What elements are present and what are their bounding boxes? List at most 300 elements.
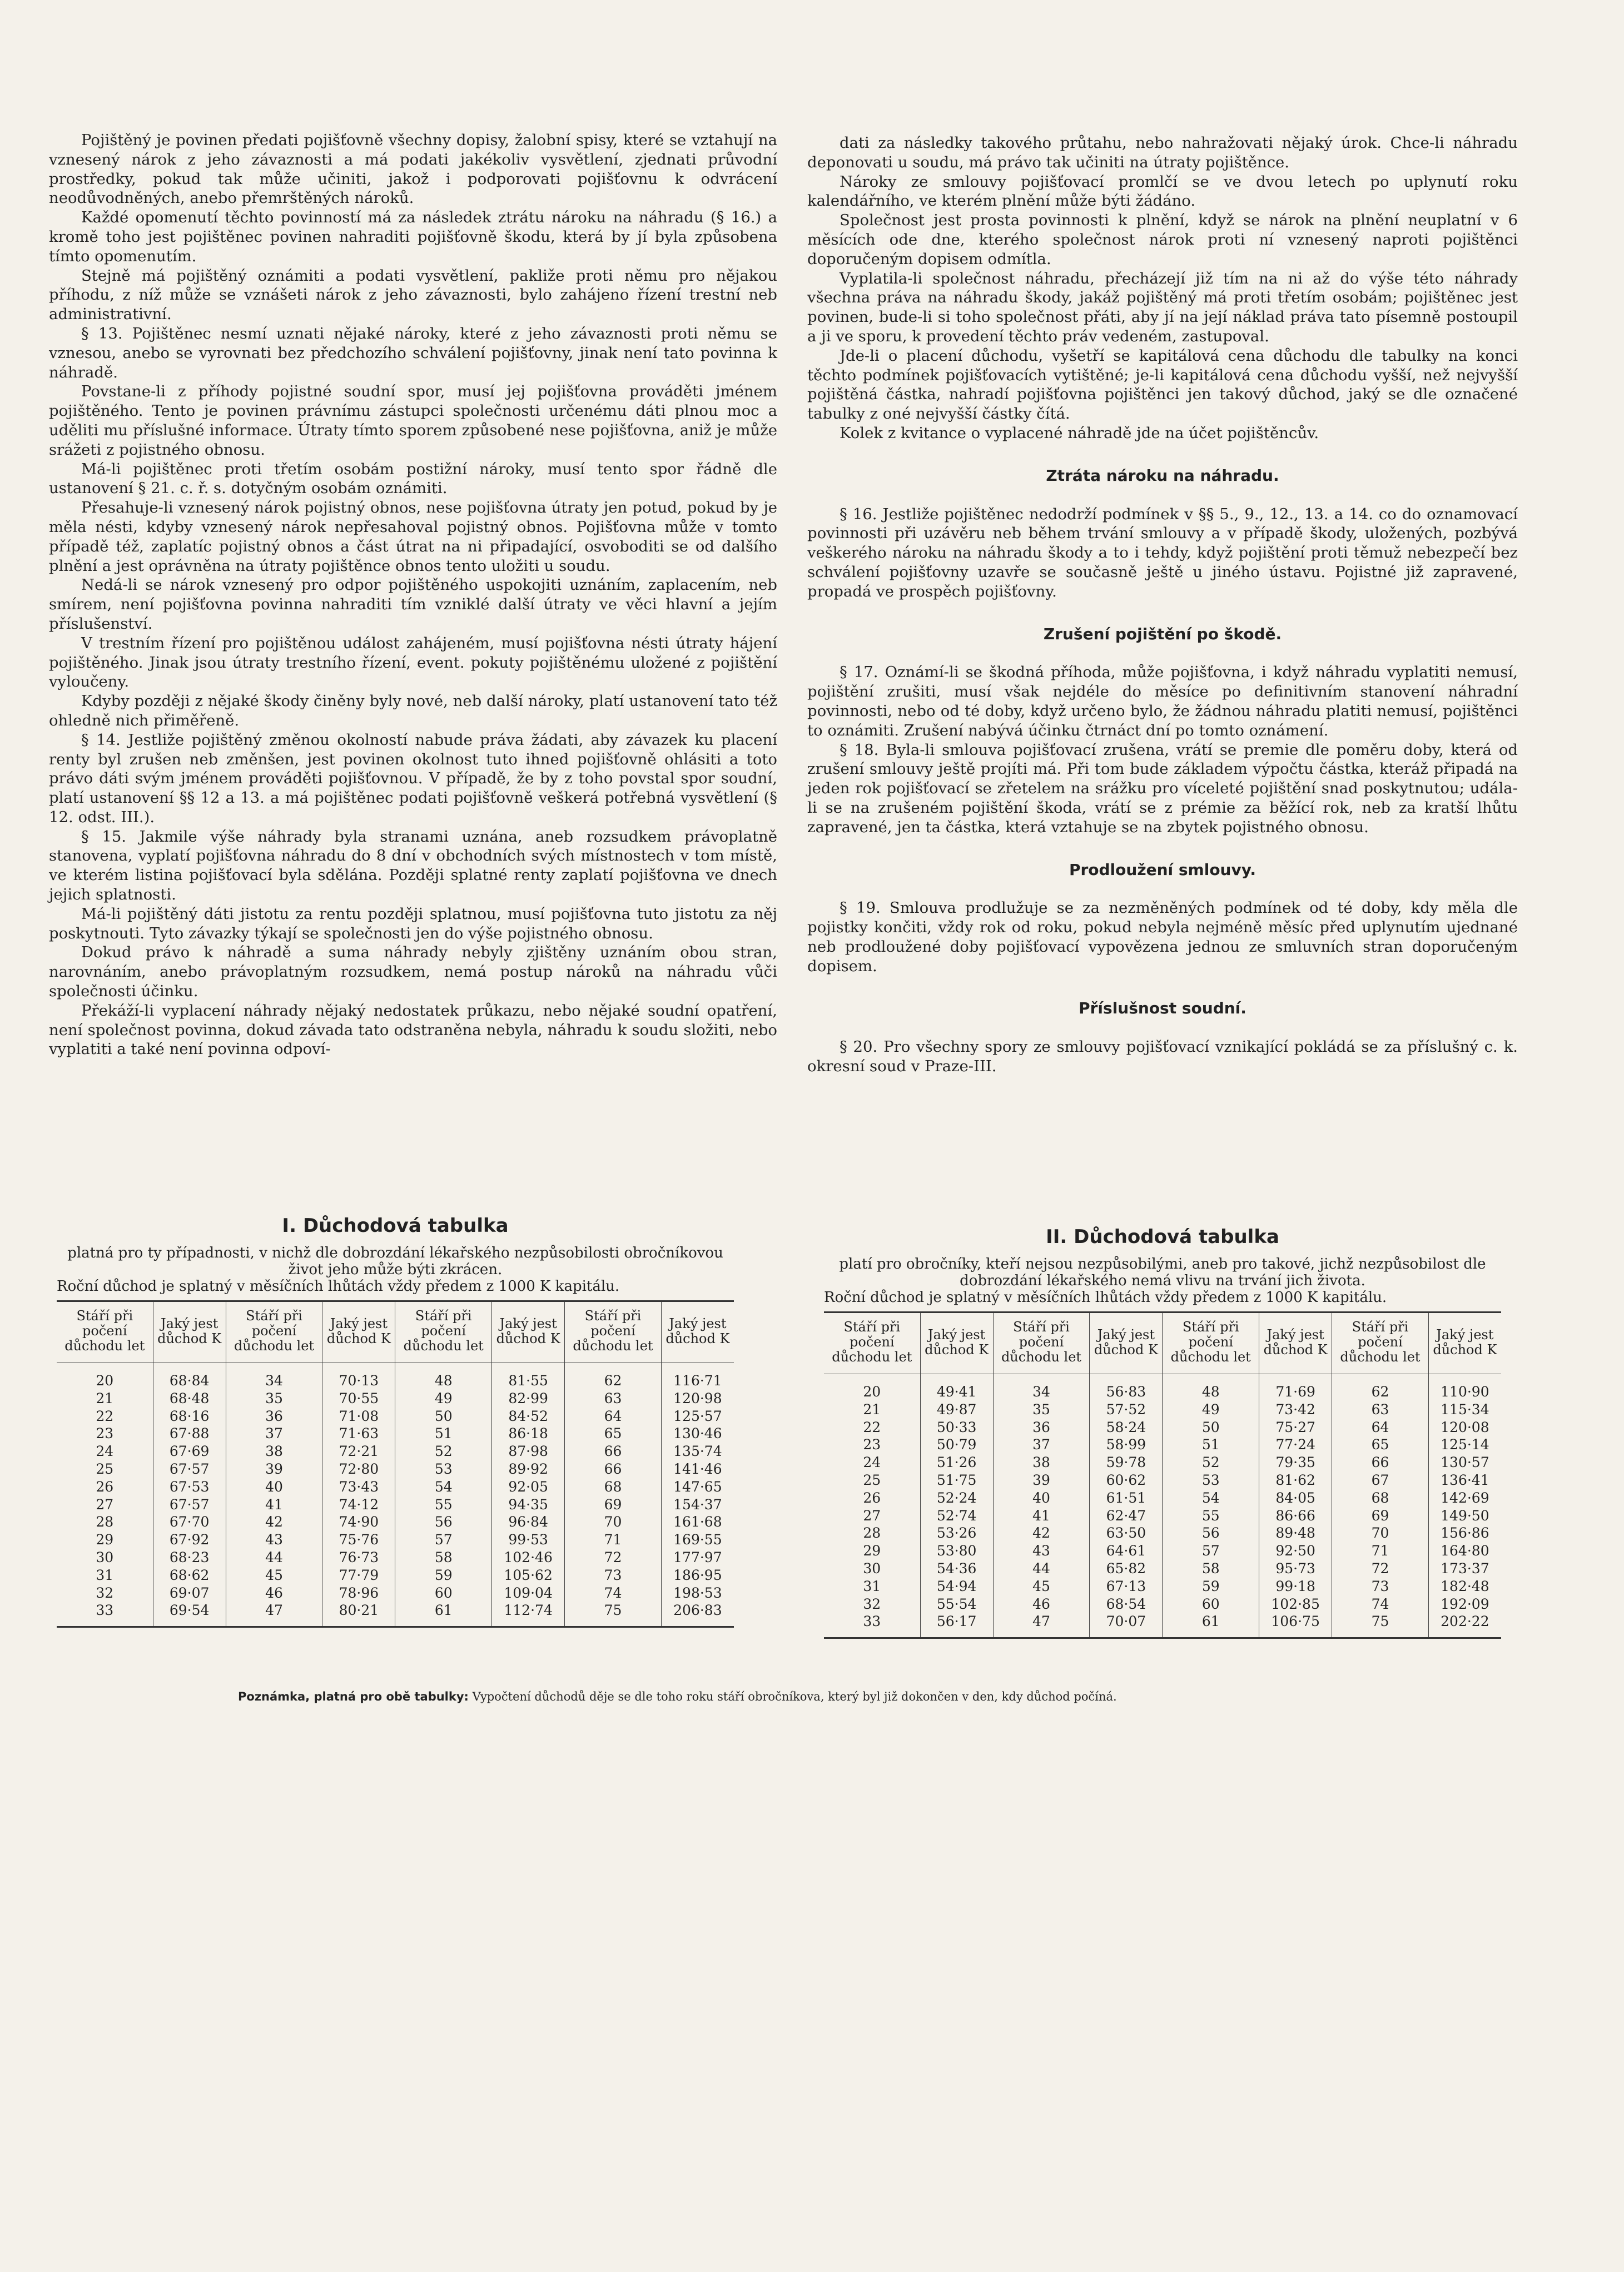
section-heading: Zrušení pojištění po škodě. xyxy=(1043,624,1282,643)
age-cell: 51 xyxy=(395,1425,492,1443)
annuity-cell: 120·08 xyxy=(1428,1419,1501,1436)
age-cell: 29 xyxy=(863,1543,881,1559)
annuity-cell: 68·48 xyxy=(153,1390,226,1408)
annuity-cell: 74·12 xyxy=(322,1496,395,1514)
annuity-cell: 112·74 xyxy=(492,1602,565,1627)
left-paragraph: Povstane-li z příhody pojistné soudní spor, musí jej pojišťovna prováděti jménem pojištěného. Tento je povinen právnímu zástupci společnosti určenému dáti plnou moc a uděliti mu příslušné informace. Útraty tímto sporem způsobené nese pojišťovna, aniž je může srážeti z pojistného obnosu. xyxy=(49,382,777,459)
age-cell: 61 xyxy=(1163,1613,1259,1638)
table-row xyxy=(824,1401,1501,1419)
annuity-cell: 99·53 xyxy=(492,1531,565,1549)
annuity-cell: 52·74 xyxy=(920,1507,993,1525)
annuity-cell: 141·46 xyxy=(661,1460,734,1478)
age-cell: 64 xyxy=(565,1408,662,1425)
annuity-cell: 169·55 xyxy=(661,1531,734,1549)
annuity-cell: 81·62 xyxy=(1259,1471,1332,1489)
annuity-cell: 50·79 xyxy=(920,1436,993,1454)
age-cell: 21 xyxy=(863,1401,881,1418)
annuity-column-header: Jaký jest důchod K xyxy=(920,1313,993,1374)
left-paragraph: Má-li pojištěnec proti třetím osobám postižní nároky, musí tento spor řádně dle ustanovení § 21. c. ř. s. dotyčným osobám oznámiti. xyxy=(49,460,777,498)
age-cell: 74 xyxy=(1332,1595,1429,1613)
age-cell: 22 xyxy=(96,1408,114,1424)
age-cell: 61 xyxy=(395,1602,492,1627)
annuity-cell: 50·33 xyxy=(920,1419,993,1436)
annuity-cell: 71·69 xyxy=(1259,1374,1332,1401)
age-cell: 31 xyxy=(96,1567,114,1583)
annuity-table-1 xyxy=(57,1215,734,1628)
left-paragraph: Dokud právo k náhradě a suma náhrady nebyly zjištěny uznáním obou stran, narovnáním, anebo právoplatným rozsudkem, nemá postup nároků na náhradu vůči společnosti účinku. xyxy=(49,943,777,1001)
annuity-cell: 58·99 xyxy=(1090,1436,1163,1454)
age-cell: 23 xyxy=(96,1425,114,1442)
age-cell: 54 xyxy=(1163,1489,1259,1507)
annuity-cell: 68·16 xyxy=(153,1408,226,1425)
annuity-cell: 49·41 xyxy=(920,1374,993,1401)
age-cell: 24 xyxy=(863,1454,881,1471)
right-text-column xyxy=(807,133,1518,1076)
age-cell: 47 xyxy=(993,1613,1090,1638)
age-cell: 38 xyxy=(993,1454,1090,1471)
annuity-cell: 87·98 xyxy=(492,1443,565,1460)
annuity-cell: 96·84 xyxy=(492,1513,565,1531)
table-header-row xyxy=(57,1301,734,1363)
annuity-cell: 81·55 xyxy=(492,1363,565,1390)
annuity-cell: 70·07 xyxy=(1090,1613,1163,1638)
age-cell: 54 xyxy=(395,1478,492,1496)
table-1-title: I. Důchodová tabulka xyxy=(282,1215,509,1237)
annuity-cell: 147·65 xyxy=(661,1478,734,1496)
annuity-column-header: Jaký jest důchod K xyxy=(153,1301,226,1363)
annuity-cell: 130·46 xyxy=(661,1425,734,1443)
annuity-cell: 51·26 xyxy=(920,1454,993,1471)
right-paragraph: § 16. Jestliže pojištěnec nedodrží podmínek v §§ 5., 9., 12., 13. a 14. co do oznamovací povinnosti při uzávěru neb během trvání smlouvy a v případě škody, uložených, pozbývá veškerého nároku na náhradu škody a to i tehdy, když pojištění proti těmuž nebezpečí bez schválení pojišťovny uzavře se současně ještě u jiného ústavu. Pojistné již zapravené, propadá ve prospěch pojišťovny. xyxy=(807,505,1518,600)
annuity-cell: 106·75 xyxy=(1259,1613,1332,1638)
annuity-cell: 54·94 xyxy=(920,1578,993,1595)
annuity-cell: 67·88 xyxy=(153,1425,226,1443)
annuity-cell: 125·57 xyxy=(661,1408,734,1425)
table-2-title: II. Důchodová tabulka xyxy=(1046,1226,1279,1248)
table-row xyxy=(57,1584,734,1602)
age-cell: 56 xyxy=(1163,1524,1259,1542)
age-cell: 22 xyxy=(863,1419,881,1435)
table-2-payment-note: Roční důchod je splatný v měsíčních lhůtách vždy předem z 1000 K kapitálu. xyxy=(824,1289,1387,1306)
right-paragraph: dati za následky takového průtahu, nebo nahražovati nějaký úrok. Chce-li náhradu deponovati u soudu, má právo tak učiniti na útraty pojištěnce. xyxy=(807,134,1518,171)
annuity-cell: 49·87 xyxy=(920,1401,993,1419)
table-header-row xyxy=(824,1313,1501,1374)
section-heading: Prodloužení smlouvy. xyxy=(1069,860,1257,879)
age-cell: 42 xyxy=(993,1524,1090,1542)
age-cell: 48 xyxy=(1163,1374,1259,1401)
section-heading: Příslušnost soudní. xyxy=(1079,999,1246,1018)
table-row xyxy=(824,1560,1501,1578)
age-cell: 59 xyxy=(395,1567,492,1584)
annuity-column-header: Jaký jest důchod K xyxy=(1259,1313,1332,1374)
annuity-cell: 86·66 xyxy=(1259,1507,1332,1525)
table-row xyxy=(57,1496,734,1514)
annuity-cell: 69·07 xyxy=(153,1584,226,1602)
table-row xyxy=(824,1542,1501,1560)
annuity-cell: 110·90 xyxy=(1428,1374,1501,1401)
annuity-cell: 102·46 xyxy=(492,1549,565,1567)
annuity-cell: 142·69 xyxy=(1428,1489,1501,1507)
annuity-cell: 68·62 xyxy=(153,1567,226,1584)
annuity-column-header: Jaký jest důchod K xyxy=(322,1301,395,1363)
age-cell: 72 xyxy=(1332,1560,1429,1578)
left-paragraph: V trestním řízení pro pojištěnou událost zahájeném, musí pojišťovna nésti útraty hájení pojištěného. Jinak jsou útraty trestního řízení, event. pokuty pojištěnému uložené z pojištění vyloučeny. xyxy=(49,634,777,691)
age-cell: 26 xyxy=(96,1478,114,1495)
annuity-column-header: Jaký jest důchod K xyxy=(1090,1313,1163,1374)
annuity-cell: 186·95 xyxy=(661,1567,734,1584)
left-paragraph: § 15. Jakmile výše náhrady byla stranami uznána, aneb rozsudkem právoplatně stanovena, vyplatí pojišťovna náhradu do 8 dní v obchodních svých místnostech v tom místě, ve kterém listina pojišťovací byla sdělána. Později splatné renty zaplatí pojišťovna ve dnech jejich splatnosti. xyxy=(49,827,777,904)
age-cell: 66 xyxy=(565,1443,662,1460)
age-cell: 65 xyxy=(1332,1436,1429,1454)
annuity-cell: 89·48 xyxy=(1259,1524,1332,1542)
age-cell: 71 xyxy=(1332,1542,1429,1560)
table-row xyxy=(57,1567,734,1584)
annuity-cell: 67·13 xyxy=(1090,1578,1163,1595)
annuity-column-header: Jaký jest důchod K xyxy=(1428,1313,1501,1374)
right-paragraph: § 17. Oznámí-li se škodná příhoda, může pojišťovna, i když náhradu vyplatiti nemusí, pojištění zrušiti, musí však nejdéle do měsíce po definitivním stanovení náhradní povinnosti, nebo od té doby, když určeno bylo, že žádnou náhradu platiti nemusí, pojištěnci to oznámiti. Zrušení nabývá účinku čtrnáct dní po tomto oznámení. xyxy=(807,663,1518,739)
right-paragraph: Kolek z kvitance o vyplacené náhradě jde na účet pojištěncův. xyxy=(840,424,1319,442)
age-cell: 30 xyxy=(863,1560,881,1577)
left-paragraph: Každé opomenutí těchto povinností má za následek ztrátu nároku na náhradu (§ 16.) a kromě toho jest pojištěnec povinen nahraditi pojišťovně škodu, která by jí byla způsobena tímto opomenutím. xyxy=(49,208,777,265)
age-cell: 67 xyxy=(1332,1471,1429,1489)
table-row xyxy=(57,1460,734,1478)
right-paragraph: Jde-li o placení důchodu, vyšetří se kapitálová cena důchodu dle tabulky na konci těchto podmínek pojišťovacích vytištěné; je-li kapitálová cena důchodu vyšší, než nejvyšší pojištěná částka, nahradí pojišťovna pojištěnci jen takový důchod, jaký se dle označené tabulky z oné nejvyšší částky čítá. xyxy=(807,346,1518,423)
age-cell: 42 xyxy=(226,1513,322,1531)
annuity-cell: 67·69 xyxy=(153,1443,226,1460)
left-paragraph: Pojištěný je povinen předati pojišťovně všechny dopisy, žalobní spisy, které se vztahují na vznesený nárok z jeho závaznosti a má podati jakékoliv vysvětlení, zjednati průvodní prostředky, pokud tak může učiniti, jakož i podporovati pojišťovnu k odvrácení neodůvodněných, anebo přemrštěných nároků. xyxy=(49,131,777,207)
age-cell: 69 xyxy=(565,1496,662,1514)
annuity-cell: 67·92 xyxy=(153,1531,226,1549)
age-cell: 28 xyxy=(96,1514,114,1530)
annuity-cell: 72·21 xyxy=(322,1443,395,1460)
annuity-cell: 116·71 xyxy=(661,1363,734,1390)
age-cell: 45 xyxy=(993,1578,1090,1595)
age-cell: 39 xyxy=(226,1460,322,1478)
age-column-header: Stáří při počení důchodu let xyxy=(993,1313,1090,1374)
age-cell: 68 xyxy=(1332,1489,1429,1507)
tables-footnote xyxy=(238,1690,1117,1703)
annuity-column-header: Jaký jest důchod K xyxy=(661,1301,734,1363)
annuity-cell: 65·82 xyxy=(1090,1560,1163,1578)
age-cell: 75 xyxy=(565,1602,662,1627)
age-column-header: Stáří při počení důchodu let xyxy=(565,1301,662,1363)
age-cell: 59 xyxy=(1163,1578,1259,1595)
age-cell: 20 xyxy=(96,1373,114,1389)
annuity-cell: 92·05 xyxy=(492,1478,565,1496)
age-cell: 26 xyxy=(863,1489,881,1506)
age-cell: 58 xyxy=(395,1549,492,1567)
age-cell: 74 xyxy=(565,1584,662,1602)
annuity-cell: 206·83 xyxy=(661,1602,734,1627)
left-paragraph: Má-li pojištěný dáti jistotu za rentu později splatnou, musí pojišťovna tuto jistotu za něj poskytnouti. Tyto závazky týkají se společnosti jen do výše pojistného obnosu. xyxy=(49,904,777,942)
annuity-cell: 125·14 xyxy=(1428,1436,1501,1454)
age-cell: 43 xyxy=(226,1531,322,1549)
age-cell: 60 xyxy=(1163,1595,1259,1613)
table-row xyxy=(57,1443,734,1460)
table-row xyxy=(824,1613,1501,1638)
table-row xyxy=(824,1436,1501,1454)
age-cell: 49 xyxy=(395,1390,492,1408)
annuity-cell: 68·54 xyxy=(1090,1595,1163,1613)
table-row xyxy=(824,1489,1501,1507)
age-cell: 70 xyxy=(565,1513,662,1531)
right-paragraph: § 19. Smlouva prodlužuje se za nezměněných podmínek od té doby, kdy měla dle pojistky končiti, vždy rok od roku, pokud nebyla nejméně měsíc před uplynutím ujednané neb prodloužené doby pojišťovací vypovězena jednou ze smluvních stran doporučeným dopisem. xyxy=(807,899,1518,975)
annuity-cell: 73·42 xyxy=(1259,1401,1332,1419)
left-paragraph: Stejně má pojištěný oznámiti a podati vysvětlení, pakliže proti němu pro nějakou příhodu, z níž může se vznášeti nárok z jeho závaznosti, bylo zahájeno řízení trestní neb administrativní. xyxy=(49,266,777,324)
annuity-cell: 80·21 xyxy=(322,1602,395,1627)
annuity-cell: 63·50 xyxy=(1090,1524,1163,1542)
table-2-grid xyxy=(824,1311,1501,1639)
age-cell: 24 xyxy=(96,1443,114,1460)
annuity-cell: 82·99 xyxy=(492,1390,565,1408)
age-cell: 28 xyxy=(863,1525,881,1542)
age-cell: 34 xyxy=(226,1363,322,1390)
right-paragraph: § 18. Byla-li smlouva pojišťovací zrušena, vrátí se premie dle poměru doby, která od zrušení smlouvy ještě projíti má. Při tom bude základem výpočtu částka, kteráž připadá na jeden rok pojišťovací se zřetelem na srážku pro víceleté pojištění snad poskytnutou; udála-li se na zrušeném pojištění škoda, vrátí se z prémie za běžící rok, neb za kratší lhůtu zapravené, jen ta částka, která vztahuje se na zbytek pojistného obnosu. xyxy=(807,740,1518,836)
table-row xyxy=(824,1419,1501,1436)
left-paragraph: Překáží-li vyplacení náhrady nějaký nedostatek průkazu, nebo nějaké soudní opatření, není společnost povinna, dokud závada tato odstraněna nebyla, náhradu k soudu složiti, nebo vyplatiti a také není povinna odpoví- xyxy=(49,1001,777,1058)
annuity-cell: 67·57 xyxy=(153,1496,226,1514)
annuity-cell: 62·47 xyxy=(1090,1507,1163,1525)
age-column-header: Stáří při počení důchodu let xyxy=(57,1301,153,1363)
annuity-column-header: Jaký jest důchod K xyxy=(492,1301,565,1363)
age-cell: 65 xyxy=(565,1425,662,1443)
age-cell: 62 xyxy=(1332,1374,1429,1401)
age-cell: 32 xyxy=(96,1584,114,1601)
age-cell: 53 xyxy=(1163,1471,1259,1489)
table-row xyxy=(57,1408,734,1425)
table-row xyxy=(57,1390,734,1408)
annuity-cell: 192·09 xyxy=(1428,1595,1501,1613)
annuity-cell: 61·51 xyxy=(1090,1489,1163,1507)
annuity-cell: 59·78 xyxy=(1090,1454,1163,1471)
age-cell: 45 xyxy=(226,1567,322,1584)
table-1-intro: platná pro ty případnosti, v nichž dle dobrozdání lékařského nezpůsobilosti obročníkovou život jeho může býti zkrácen. xyxy=(67,1245,723,1278)
age-cell: 33 xyxy=(863,1613,881,1630)
annuity-cell: 58·24 xyxy=(1090,1419,1163,1436)
table-row xyxy=(57,1549,734,1567)
age-cell: 50 xyxy=(1163,1419,1259,1436)
annuity-cell: 71·08 xyxy=(322,1408,395,1425)
table-row xyxy=(57,1363,734,1390)
age-cell: 50 xyxy=(395,1408,492,1425)
age-cell: 58 xyxy=(1163,1560,1259,1578)
right-paragraph: Vyplatila-li společnost náhradu, přecházejí již tím na ni až do výše této náhrady všechna práva na náhradu škody, jakáž pojištěný má proti třetím osobám; pojištěnec jest povinen, bude-li si toho společnost přáti, aby jí na její náklad práva tato písemně postoupil a ji ve sporu, k provedení těchto práv vedeném, zastupoval. xyxy=(807,269,1518,345)
age-cell: 73 xyxy=(565,1567,662,1584)
annuity-cell: 53·26 xyxy=(920,1524,993,1542)
table-row xyxy=(824,1471,1501,1489)
annuity-cell: 71·63 xyxy=(322,1425,395,1443)
table-2-intro: platí pro obročníky, kteří nejsou nezpůsobilými, aneb pro takové, jichž nezpůsobilost dle dobrozdání lékařského nemá vlivu na trvání jich života. xyxy=(839,1256,1486,1289)
annuity-cell: 105·62 xyxy=(492,1567,565,1584)
age-cell: 52 xyxy=(1163,1454,1259,1471)
annuity-cell: 202·22 xyxy=(1428,1613,1501,1638)
annuity-cell: 79·35 xyxy=(1259,1454,1332,1471)
age-column-header: Stáří při počení důchodu let xyxy=(226,1301,322,1363)
annuity-cell: 84·05 xyxy=(1259,1489,1332,1507)
age-cell: 36 xyxy=(226,1408,322,1425)
table-row xyxy=(824,1454,1501,1471)
annuity-cell: 161·68 xyxy=(661,1513,734,1531)
annuity-cell: 109·04 xyxy=(492,1584,565,1602)
annuity-cell: 92·50 xyxy=(1259,1542,1332,1560)
age-cell: 72 xyxy=(565,1549,662,1567)
annuity-cell: 70·55 xyxy=(322,1390,395,1408)
age-cell: 64 xyxy=(1332,1419,1429,1436)
table-row xyxy=(824,1507,1501,1525)
annuity-cell: 75·27 xyxy=(1259,1419,1332,1436)
age-cell: 49 xyxy=(1163,1401,1259,1419)
annuity-table-2 xyxy=(824,1226,1501,1639)
table-1-grid xyxy=(57,1300,734,1628)
annuity-cell: 68·84 xyxy=(153,1363,226,1390)
annuity-cell: 67·70 xyxy=(153,1513,226,1531)
age-cell: 37 xyxy=(993,1436,1090,1454)
age-cell: 53 xyxy=(395,1460,492,1478)
annuity-cell: 69·54 xyxy=(153,1602,226,1627)
annuity-cell: 198·53 xyxy=(661,1584,734,1602)
age-cell: 36 xyxy=(993,1419,1090,1436)
age-cell: 66 xyxy=(1332,1454,1429,1471)
annuity-cell: 52·24 xyxy=(920,1489,993,1507)
age-cell: 21 xyxy=(96,1390,114,1406)
annuity-cell: 130·57 xyxy=(1428,1454,1501,1471)
left-paragraph: Nedá-li se nárok vznesený pro odpor pojištěného uspokojiti uznáním, zaplacením, neb smírem, není pojišťovna povinna nahraditi tím vzniklé další útraty ve věci hlavní a jejím příslušenství. xyxy=(49,576,777,633)
age-cell: 66 xyxy=(565,1460,662,1478)
annuity-cell: 51·75 xyxy=(920,1471,993,1489)
age-cell: 75 xyxy=(1332,1613,1429,1638)
age-cell: 41 xyxy=(226,1496,322,1514)
age-cell: 27 xyxy=(863,1507,881,1524)
table-row xyxy=(57,1531,734,1549)
annuity-cell: 55·54 xyxy=(920,1595,993,1613)
right-paragraph: Společnost jest prosta povinnosti k plnění, když se nárok na plnění neuplatní v 6 měsících ode dne, kterého společnost nárok proti ní vznesený naproti pojištěnci doporučeným dopisem odmítla. xyxy=(807,211,1518,268)
age-cell: 34 xyxy=(993,1374,1090,1401)
age-cell: 73 xyxy=(1332,1578,1429,1595)
age-cell: 71 xyxy=(565,1531,662,1549)
left-paragraph: Kdyby později z nějaké škody činěny byly nové, neb další nároky, platí ustanovení tato též ohledně nich přiměřeně. xyxy=(49,692,777,729)
age-cell: 39 xyxy=(993,1471,1090,1489)
age-cell: 27 xyxy=(96,1496,114,1513)
annuity-cell: 73·43 xyxy=(322,1478,395,1496)
age-cell: 62 xyxy=(565,1363,662,1390)
left-text-column xyxy=(49,131,777,1059)
age-column-header: Stáří při počení důchodu let xyxy=(1163,1313,1259,1374)
age-cell: 40 xyxy=(993,1489,1090,1507)
age-cell: 35 xyxy=(226,1390,322,1408)
age-cell: 51 xyxy=(1163,1436,1259,1454)
age-cell: 60 xyxy=(395,1584,492,1602)
age-cell: 56 xyxy=(395,1513,492,1531)
age-cell: 44 xyxy=(993,1560,1090,1578)
age-cell: 52 xyxy=(395,1443,492,1460)
age-cell: 29 xyxy=(96,1532,114,1548)
annuity-cell: 68·23 xyxy=(153,1549,226,1567)
age-cell: 23 xyxy=(863,1436,881,1453)
age-cell: 33 xyxy=(96,1602,114,1619)
age-cell: 37 xyxy=(226,1425,322,1443)
age-cell: 38 xyxy=(226,1443,322,1460)
annuity-cell: 102·85 xyxy=(1259,1595,1332,1613)
table-row xyxy=(824,1374,1501,1401)
annuity-cell: 67·57 xyxy=(153,1460,226,1478)
age-cell: 41 xyxy=(993,1507,1090,1525)
annuity-cell: 89·92 xyxy=(492,1460,565,1478)
table-row xyxy=(57,1425,734,1443)
table-row xyxy=(824,1578,1501,1595)
section-heading: Ztráta nároku na náhradu. xyxy=(1046,466,1279,485)
annuity-cell: 99·18 xyxy=(1259,1578,1332,1595)
annuity-cell: 177·97 xyxy=(661,1549,734,1567)
left-paragraph: § 13. Pojištěnec nesmí uznati nějaké nároky, které z jeho závaznosti proti němu se vznesou, anebo se vyrovnati bez předchozího schválení pojišťovny, jinak není tato povinna k náhradě. xyxy=(49,324,777,381)
annuity-cell: 64·61 xyxy=(1090,1542,1163,1560)
age-cell: 48 xyxy=(395,1363,492,1390)
age-column-header: Stáří při počení důchodu let xyxy=(824,1313,920,1374)
age-cell: 57 xyxy=(1163,1542,1259,1560)
right-paragraph: Nároky ze smlouvy pojišťovací promlčí se ve dvou letech po uplynutí roku kalendářního, ve kterém plnění může býti žádáno. xyxy=(807,172,1518,210)
annuity-cell: 115·34 xyxy=(1428,1401,1501,1419)
annuity-cell: 78·96 xyxy=(322,1584,395,1602)
age-cell: 70 xyxy=(1332,1524,1429,1542)
annuity-cell: 75·76 xyxy=(322,1531,395,1549)
annuity-cell: 57·52 xyxy=(1090,1401,1163,1419)
annuity-cell: 149·50 xyxy=(1428,1507,1501,1525)
age-cell: 69 xyxy=(1332,1507,1429,1525)
age-cell: 20 xyxy=(863,1384,881,1400)
annuity-cell: 56·17 xyxy=(920,1613,993,1638)
annuity-cell: 54·36 xyxy=(920,1560,993,1578)
table-row xyxy=(57,1513,734,1531)
table-row xyxy=(57,1478,734,1496)
left-paragraph: § 14. Jestliže pojištěný změnou okolností nabude práva žádati, aby závazek ku placení renty byl zrušen neb změnšen, jest povinen okolnost tuto ihned pojišťovně ohlásiti a toto právo dáti svým jménem prováděti pojišťovnou. V případě, že by z toho povstal spor soudní, platí ustanovení §§ 12 a 13. a má pojištěnec podati pojišťovně veškerá potřebná vysvětlení (§ 12. odst. III.). xyxy=(49,730,777,826)
annuity-cell: 120·98 xyxy=(661,1390,734,1408)
annuity-cell: 154·37 xyxy=(661,1496,734,1514)
age-column-header: Stáří při počení důchodu let xyxy=(1332,1313,1429,1374)
footnote-text: Vypočtení důchodů děje se dle toho roku stáří obročníkova, který byl již dokončen v den, kdy důchod počíná. xyxy=(472,1690,1117,1703)
age-cell: 57 xyxy=(395,1531,492,1549)
annuity-cell: 95·73 xyxy=(1259,1560,1332,1578)
annuity-cell: 56·83 xyxy=(1090,1374,1163,1401)
age-cell: 25 xyxy=(96,1460,114,1477)
annuity-cell: 182·48 xyxy=(1428,1578,1501,1595)
annuity-cell: 60·62 xyxy=(1090,1471,1163,1489)
annuity-cell: 94·35 xyxy=(492,1496,565,1514)
annuity-cell: 173·37 xyxy=(1428,1560,1501,1578)
age-cell: 68 xyxy=(565,1478,662,1496)
annuity-cell: 86·18 xyxy=(492,1425,565,1443)
age-cell: 46 xyxy=(993,1595,1090,1613)
age-cell: 47 xyxy=(226,1602,322,1627)
age-cell: 63 xyxy=(1332,1401,1429,1419)
annuity-cell: 164·80 xyxy=(1428,1542,1501,1560)
age-cell: 55 xyxy=(1163,1507,1259,1525)
age-cell: 55 xyxy=(395,1496,492,1514)
annuity-cell: 135·74 xyxy=(661,1443,734,1460)
age-cell: 30 xyxy=(96,1549,114,1565)
age-cell: 25 xyxy=(863,1471,881,1488)
annuity-cell: 72·80 xyxy=(322,1460,395,1478)
annuity-cell: 70·13 xyxy=(322,1363,395,1390)
left-paragraph: Přesahuje-li vznesený nárok pojistný obnos, nese pojišťovna útraty jen potud, pokud by je měla nésti, kdyby vznesený nárok nepřesahoval pojistný obnos. Pojišťovna může v tomto případě též, zaplatíc pojistný obnos a část útrat na ni připadající, osvoboditi se od dalšího plnění a jest oprávněna na útraty pojištěnce obnos tento uložiti u soudu. xyxy=(49,499,777,575)
annuity-cell: 76·73 xyxy=(322,1549,395,1567)
annuity-cell: 156·86 xyxy=(1428,1524,1501,1542)
annuity-cell: 136·41 xyxy=(1428,1471,1501,1489)
age-cell: 44 xyxy=(226,1549,322,1567)
age-cell: 35 xyxy=(993,1401,1090,1419)
footnote-label: Poznámka, platná pro obě tabulky: xyxy=(238,1690,469,1703)
table-row xyxy=(57,1602,734,1627)
age-cell: 32 xyxy=(863,1595,881,1612)
right-paragraph: § 20. Pro všechny spory ze smlouvy pojišťovací vznikající pokládá se za příslušný c. k. okresní soud v Praze-III. xyxy=(807,1038,1518,1076)
